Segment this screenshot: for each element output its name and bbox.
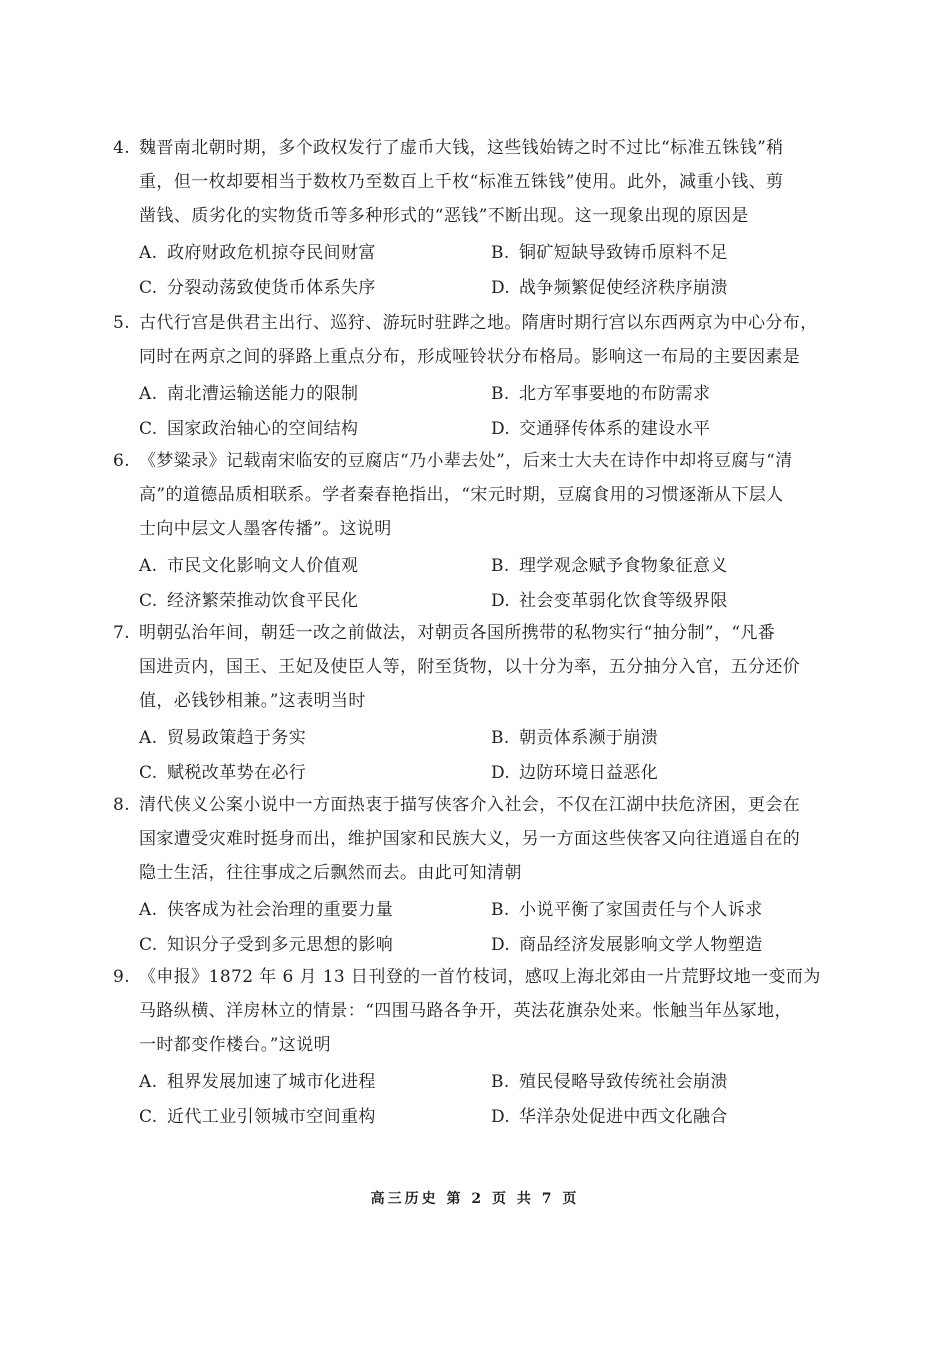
option-d: D. 边防环境日益恶化: [491, 763, 659, 783]
options: [113, 718, 825, 788]
stem-line-3: 一时都变作楼台。”这说明: [139, 1035, 331, 1055]
question-7: [113, 616, 825, 788]
stem-line-2: 国家遭受灾难时挺身而出，维护国家和民族大义，另一方面这些侠客又向往逍遥自在的: [139, 829, 801, 849]
question-stem: [113, 306, 825, 374]
stem-line-3: 士向中层文人墨客传播”。这说明: [139, 519, 392, 539]
option-a: A. 租界发展加速了城市化进程: [139, 1072, 376, 1092]
question-9: [113, 960, 825, 1132]
stem-line-3: 凿钱、质劣化的实物货币等多种形式的“恶钱”不断出现。这一现象出现的原因是: [139, 206, 749, 226]
question-6: [113, 444, 825, 616]
options: [113, 374, 825, 444]
question-number: 8.: [113, 795, 131, 815]
option-b: B. 北方军事要地的布防需求: [491, 384, 711, 404]
stem-line-2: 同时在两京之间的驿路上重点分布，形成哑铃状分布格局。影响这一布局的主要因素是: [139, 347, 801, 367]
options: [113, 1062, 825, 1132]
question-number: 4.: [113, 138, 131, 158]
option-c: C. 分裂动荡致使货币体系失序: [139, 278, 376, 298]
option-c: C. 知识分子受到多元思想的影响: [139, 935, 394, 955]
question-5: [113, 306, 825, 444]
page-footer: 高三历史 第 2 页 共 7 页: [370, 1191, 580, 1207]
question-number: 5.: [113, 313, 131, 333]
stem-line-2: 高”的道德品质相联系。学者秦春艳指出，“宋元时期，豆腐食用的习惯逐渐从下层人: [139, 485, 784, 505]
stem-line-1: 古代行宫是供君主出行、巡狩、游玩时驻跸之地。隋唐时期行宫以东西两京为中心分布，: [139, 313, 818, 333]
question-stem: [113, 444, 825, 546]
option-c: C. 国家政治轴心的空间结构: [139, 419, 359, 439]
option-d: D. 社会变革弱化饮食等级界限: [491, 591, 728, 611]
options: [113, 233, 825, 303]
option-a: A. 市民文化影响文人价值观: [139, 556, 359, 576]
question-4: [113, 131, 825, 303]
option-b: B. 朝贡体系濒于崩溃: [491, 728, 659, 748]
stem-line-1: 清代侠义公案小说中一方面热衷于描写侠客介入社会，不仅在江湖中扶危济困，更会在: [139, 795, 801, 815]
option-b: B. 铜矿短缺导致铸币原料不足: [491, 243, 728, 263]
option-b: B. 小说平衡了家国责任与个人诉求: [491, 900, 763, 920]
option-a: A. 贸易政策趋于务实: [139, 728, 307, 748]
options: [113, 546, 825, 616]
option-c: C. 赋税改革势在必行: [139, 763, 307, 783]
question-stem: [113, 616, 825, 718]
stem-line-2: 国进贡内，国王、王妃及使臣人等，附至货物，以十分为率，五分抽分入官，五分还价: [139, 657, 801, 677]
option-d: D. 商品经济发展影响文学人物塑造: [491, 935, 763, 955]
stem-line-3: 隐士生活，往往事成之后飘然而去。由此可知清朝: [139, 863, 522, 883]
option-d: D. 华洋杂处促进中西文化融合: [491, 1107, 728, 1127]
question-stem: [113, 131, 825, 233]
option-a: A. 南北漕运输送能力的限制: [139, 384, 359, 404]
option-d: D. 战争频繁促使经济秩序崩溃: [491, 278, 728, 298]
question-8: [113, 788, 825, 960]
question-number: 9.: [113, 967, 131, 987]
stem-line-2: 马路纵横、洋房林立的情景：“四围马路各争开，英法花旗杂处来。怅触当年丛冢地，: [139, 1001, 792, 1021]
stem-line-2: 重，但一枚却要相当于数枚乃至数百上千枚“标准五铢钱”使用。此外，减重小钱、剪: [139, 172, 784, 192]
stem-line-1: 《梦粱录》记载南宋临安的豆腐店“乃小辈去处”，后来士大夫在诗作中却将豆腐与“清: [139, 451, 793, 471]
stem-line-1: 《申报》1872 年 6 月 13 日刊登的一首竹枝词，感叹上海北郊由一片荒野坟地一变而为: [139, 967, 821, 987]
option-c: C. 近代工业引领城市空间重构: [139, 1107, 376, 1127]
stem-line-3: 值，必钱钞相兼。”这表明当时: [139, 691, 366, 711]
options: [113, 890, 825, 960]
stem-line-1: 魏晋南北朝时期，多个政权发行了虚币大钱，这些钱始铸之时不过比“标准五铢钱”稍: [139, 138, 784, 158]
option-a: A. 政府财政危机掠夺民间财富: [139, 243, 376, 263]
option-d: D. 交通驿传体系的建设水平: [491, 419, 711, 439]
option-c: C. 经济繁荣推动饮食平民化: [139, 591, 359, 611]
option-b: B. 殖民侵略导致传统社会崩溃: [491, 1072, 728, 1092]
question-stem: [113, 788, 825, 890]
option-a: A. 侠客成为社会治理的重要力量: [139, 900, 394, 920]
question-number: 6.: [113, 451, 131, 471]
stem-line-1: 明朝弘治年间，朝廷一改之前做法，对朝贡各国所携带的私物实行“抽分制”，“凡番: [139, 623, 776, 643]
question-number: 7.: [113, 623, 131, 643]
question-stem: [113, 960, 825, 1062]
option-b: B. 理学观念赋予食物象征意义: [491, 556, 728, 576]
